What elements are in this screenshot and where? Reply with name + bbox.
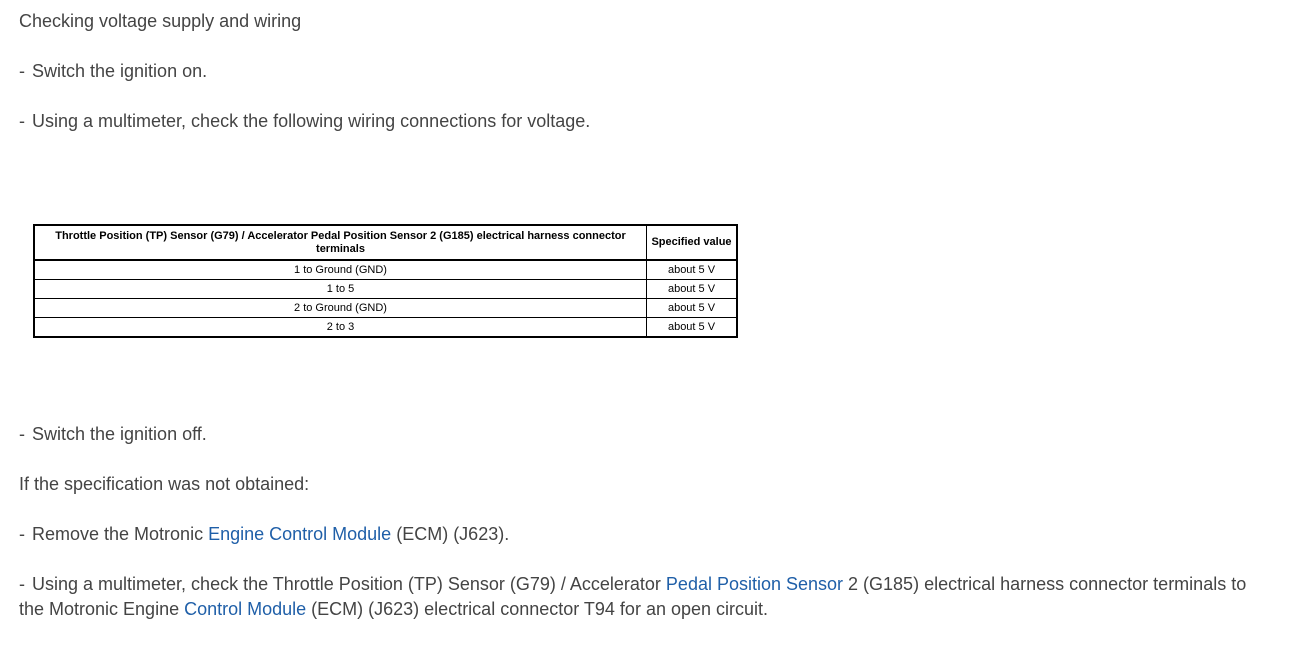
table-row <box>34 260 737 280</box>
dash-marker: - <box>19 111 25 131</box>
step-check-open-circuit <box>19 572 1259 622</box>
control-module-link[interactable]: Control Module <box>184 599 307 619</box>
table-header-row <box>34 225 737 260</box>
terminals-column-header: Throttle Position (TP) Sensor (G79) / Accelerator Pedal Position Sensor 2 (G185) electrical harness connector terminals <box>34 225 647 260</box>
terminals-cell: 2 to 3 <box>34 318 647 338</box>
value-cell: about 5 V <box>647 318 738 338</box>
terminals-cell: 1 to Ground (GND) <box>34 260 647 280</box>
step-text: Remove the Motronic <box>32 524 209 544</box>
dash-marker: - <box>19 61 25 81</box>
step-text: (ECM) (J623). <box>391 524 510 544</box>
dash-marker: - <box>19 424 25 444</box>
table-row <box>34 299 737 318</box>
terminals-cell: 1 to 5 <box>34 280 647 299</box>
section-heading: Checking voltage supply and wiring <box>19 11 302 31</box>
value-cell: about 5 V <box>647 260 738 280</box>
dash-marker: - <box>19 574 25 594</box>
terminals-cell: 2 to Ground (GND) <box>34 299 647 318</box>
step-text: 2 (G185) electrical harness connector terminals to the Motronic Engine <box>19 574 1247 619</box>
voltage-spec-table <box>33 224 738 338</box>
step-check-voltage <box>19 109 590 134</box>
dash-marker: - <box>19 524 25 544</box>
step-text: (ECM) (J623) electrical connector T94 for an open circuit. <box>306 599 769 619</box>
table-row <box>34 280 737 299</box>
engine-control-module-link[interactable]: Engine Control Module <box>208 524 392 544</box>
step-ignition-on <box>19 59 207 84</box>
step-remove-ecm <box>19 522 509 547</box>
step-ignition-off <box>19 422 207 447</box>
value-cell: about 5 V <box>647 280 738 299</box>
value-cell: about 5 V <box>647 299 738 318</box>
step-text: Switch the ignition off. <box>32 424 207 444</box>
step-text: Switch the ignition on. <box>32 61 208 81</box>
step-text: Using a multimeter, check the Throttle Position (TP) Sensor (G79) / Accelerator <box>32 574 666 594</box>
pedal-position-sensor-link[interactable]: Pedal Position Sensor <box>665 574 844 594</box>
condition-text: If the specification was not obtained: <box>19 474 310 494</box>
table-row <box>34 318 737 338</box>
step-text: Using a multimeter, check the following wiring connections for voltage. <box>32 111 591 131</box>
specified-value-column-header: Specified value <box>647 225 738 260</box>
